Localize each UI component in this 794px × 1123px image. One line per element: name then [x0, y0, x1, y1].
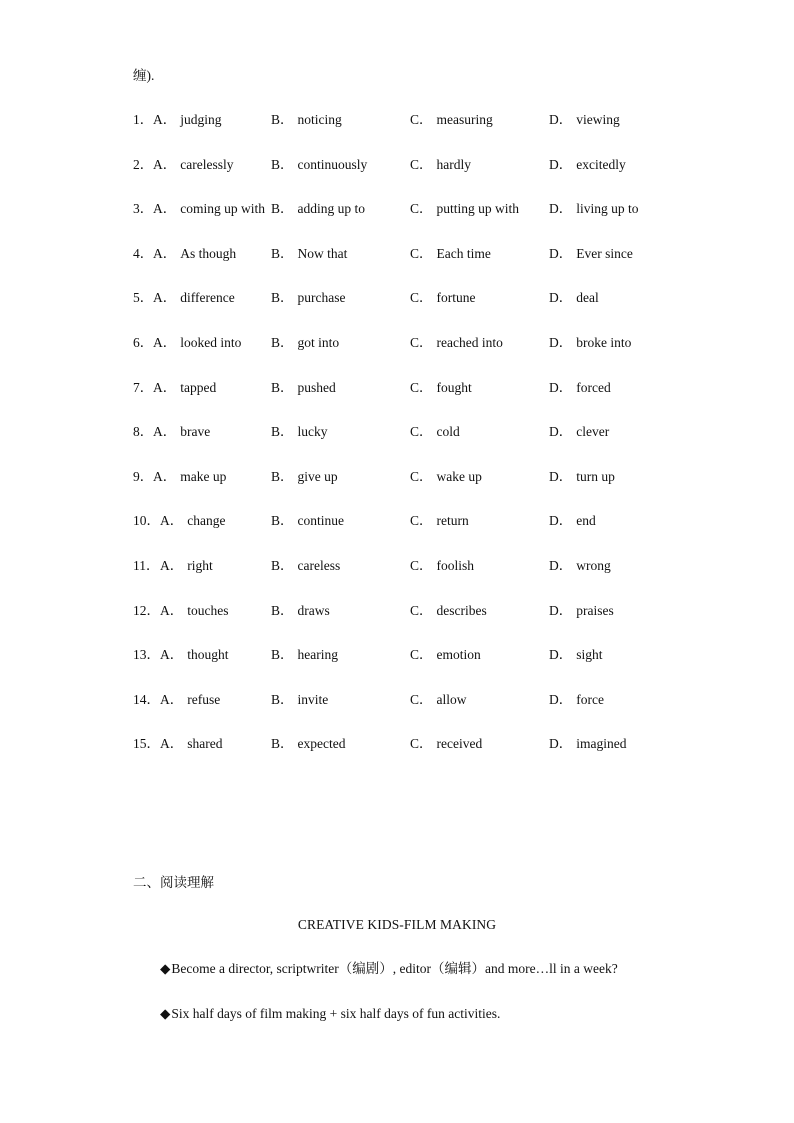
option-letter: A．: [160, 691, 184, 707]
option-d: [549, 601, 614, 621]
option-a: [160, 645, 229, 665]
option-text: broke into: [576, 334, 632, 350]
option-text: continuously: [297, 156, 368, 172]
option-text: foolish: [436, 557, 475, 573]
question-row: [133, 110, 693, 155]
option-text: wrong: [576, 557, 611, 573]
option-letter: B．: [271, 379, 294, 395]
question-row: [133, 645, 693, 690]
option-text: lucky: [297, 424, 328, 440]
diamond-bullet-icon: ◆: [160, 961, 171, 976]
option-letter: A．: [153, 245, 177, 261]
option-letter: B．: [271, 245, 294, 261]
option-c: [410, 110, 493, 130]
question-row: [133, 601, 693, 646]
option-c: [410, 333, 503, 353]
option-d: [549, 244, 633, 264]
option-c: [410, 511, 469, 531]
question-row: [133, 511, 693, 556]
option-text: difference: [180, 290, 235, 306]
option-text: right: [187, 557, 213, 573]
option-b: [271, 422, 328, 442]
option-d: [549, 645, 603, 665]
option-c: [410, 601, 487, 621]
option-letter: A．: [160, 513, 184, 529]
option-text: Now that: [297, 245, 348, 261]
option-b: [271, 601, 330, 621]
option-d: [549, 734, 627, 754]
option-letter: A．: [160, 602, 184, 618]
option-text: imagined: [576, 736, 627, 752]
option-text: praises: [576, 602, 614, 618]
question-row: [133, 378, 693, 423]
option-text: invite: [297, 691, 329, 707]
option-letter: C．: [410, 468, 433, 484]
option-text: describes: [436, 602, 487, 618]
option-letter: C．: [410, 691, 433, 707]
option-c: [410, 467, 482, 487]
option-b: [271, 288, 346, 308]
option-letter: A．: [153, 156, 177, 172]
option-a: [153, 288, 235, 308]
option-a: [153, 467, 226, 487]
option-text: viewing: [576, 112, 620, 127]
question-number: 10．: [133, 513, 160, 529]
option-d: [549, 378, 611, 398]
option-text: hearing: [297, 647, 338, 663]
option-text: putting up with: [436, 201, 520, 217]
question-row: [133, 155, 693, 200]
option-d: [549, 199, 639, 219]
option-a: [153, 378, 216, 398]
question-number: 3．: [133, 201, 154, 217]
option-letter: C．: [410, 334, 433, 350]
option-letter: B．: [271, 602, 294, 618]
option-text: reached into: [436, 334, 503, 350]
question-row: [133, 333, 693, 378]
option-letter: C．: [410, 736, 433, 752]
option-text: thought: [187, 647, 229, 663]
diamond-bullet-icon: ◆: [160, 1006, 171, 1021]
option-text: got into: [297, 334, 340, 350]
question-row: [133, 288, 693, 333]
option-text: give up: [297, 468, 338, 484]
option-letter: D．: [549, 424, 573, 440]
question-number: 7．: [133, 379, 154, 395]
option-text: As though: [180, 245, 237, 261]
option-letter: D．: [549, 557, 573, 573]
option-c: [410, 199, 519, 219]
option-b: [271, 511, 344, 531]
option-letter: C．: [410, 290, 433, 306]
option-text: change: [187, 513, 226, 529]
option-text: adding up to: [297, 201, 366, 217]
question-number: 14．: [133, 691, 160, 707]
option-text: turn up: [576, 468, 615, 484]
option-text: continue: [297, 513, 345, 529]
bullet-text: Become a director, scriptwriter（编剧）, editor（编辑）and more…ll in a week?: [171, 961, 618, 976]
option-letter: B．: [271, 557, 294, 573]
option-b: [271, 110, 342, 130]
option-d: [549, 333, 631, 353]
option-text: refuse: [187, 691, 221, 707]
option-letter: C．: [410, 112, 433, 127]
option-text: looked into: [180, 334, 242, 350]
option-letter: B．: [271, 424, 294, 440]
question-row: [133, 422, 693, 467]
option-letter: A．: [153, 424, 177, 440]
option-b: [271, 690, 328, 710]
option-letter: D．: [549, 245, 573, 261]
option-letter: B．: [271, 513, 294, 529]
option-text: deal: [576, 290, 599, 306]
option-c: [410, 690, 467, 710]
option-letter: B．: [271, 201, 294, 217]
option-letter: C．: [410, 245, 433, 261]
question-number: 12．: [133, 602, 160, 618]
option-d: [549, 155, 626, 175]
option-c: [410, 378, 472, 398]
option-text: measuring: [436, 112, 493, 127]
option-letter: C．: [410, 156, 433, 172]
option-letter: C．: [410, 602, 433, 618]
option-letter: A．: [160, 647, 184, 663]
option-letter: A．: [153, 201, 177, 217]
option-letter: A．: [153, 290, 177, 306]
option-b: [271, 155, 367, 175]
option-text: wake up: [436, 468, 482, 484]
option-d: [549, 690, 604, 710]
question-row: [133, 199, 693, 244]
option-d: [549, 511, 596, 531]
option-text: careless: [297, 557, 341, 573]
cloze-question-list: [133, 110, 693, 779]
option-letter: D．: [549, 468, 573, 484]
question-row: [133, 690, 693, 735]
option-d: [549, 288, 599, 308]
option-letter: A．: [153, 379, 177, 395]
option-text: Each time: [436, 245, 491, 261]
option-a: [153, 199, 265, 219]
option-c: [410, 155, 471, 175]
option-letter: D．: [549, 112, 573, 127]
option-letter: D．: [549, 290, 573, 306]
option-letter: D．: [549, 647, 573, 663]
bullet-text: Six half days of film making + six half days of fun activities.: [171, 1006, 501, 1021]
option-letter: B．: [271, 290, 294, 306]
option-text: shared: [187, 736, 223, 752]
question-number: 9．: [133, 468, 154, 484]
bullet-item: [160, 1004, 500, 1024]
question-row: [133, 734, 693, 779]
option-letter: D．: [549, 602, 573, 618]
option-letter: D．: [549, 513, 573, 529]
option-b: [271, 244, 347, 264]
option-text: excitedly: [576, 156, 626, 172]
option-text: cold: [436, 424, 460, 440]
question-number: 13．: [133, 647, 160, 663]
option-letter: B．: [271, 468, 294, 484]
option-c: [410, 556, 474, 576]
question-row: [133, 244, 693, 289]
option-a: [153, 110, 222, 130]
option-letter: D．: [549, 201, 573, 217]
option-letter: A．: [160, 557, 184, 573]
option-text: judging: [180, 112, 222, 127]
option-d: [549, 422, 609, 442]
option-letter: D．: [549, 334, 573, 350]
question-number: 11．: [133, 557, 160, 573]
option-a: [160, 734, 222, 754]
option-letter: A．: [153, 468, 177, 484]
question-number: 2．: [133, 156, 154, 172]
option-letter: D．: [549, 691, 573, 707]
option-a: [160, 690, 220, 710]
option-a: [153, 422, 210, 442]
bullet-item: [160, 959, 618, 979]
option-b: [271, 333, 339, 353]
option-text: received: [436, 736, 483, 752]
option-letter: A．: [153, 334, 177, 350]
previous-page-text-fragment: 缠).: [133, 68, 155, 83]
option-text: pushed: [297, 379, 336, 395]
option-a: [160, 556, 213, 576]
option-c: [410, 288, 476, 308]
section-heading: 二、阅读理解: [133, 875, 214, 890]
option-letter: A．: [160, 736, 184, 752]
option-text: force: [576, 691, 604, 707]
option-text: Ever since: [576, 245, 633, 261]
option-text: expected: [297, 736, 346, 752]
option-text: clever: [576, 424, 610, 440]
option-a: [153, 333, 241, 353]
option-letter: C．: [410, 557, 433, 573]
question-number: 4．: [133, 245, 154, 261]
option-b: [271, 199, 365, 219]
option-letter: B．: [271, 156, 294, 172]
option-letter: D．: [549, 379, 573, 395]
option-b: [271, 734, 345, 754]
option-text: tapped: [180, 379, 217, 395]
option-text: brave: [180, 424, 211, 440]
option-text: end: [576, 513, 596, 529]
option-a: [153, 244, 236, 264]
option-letter: C．: [410, 201, 433, 217]
option-b: [271, 467, 338, 487]
option-letter: B．: [271, 334, 294, 350]
question-number: 6．: [133, 334, 154, 350]
option-c: [410, 244, 491, 264]
option-text: return: [436, 513, 469, 529]
option-letter: C．: [410, 424, 433, 440]
option-text: hardly: [436, 156, 472, 172]
option-letter: D．: [549, 736, 573, 752]
option-d: [549, 110, 620, 130]
option-b: [271, 378, 336, 398]
question-row: [133, 467, 693, 512]
question-number: 8．: [133, 424, 154, 440]
option-text: sight: [576, 647, 603, 663]
option-letter: C．: [410, 647, 433, 663]
option-d: [549, 467, 615, 487]
question-number: 1．: [133, 112, 154, 127]
option-letter: C．: [410, 379, 433, 395]
option-c: [410, 734, 482, 754]
option-text: coming up with: [180, 201, 265, 217]
option-c: [410, 645, 481, 665]
option-text: make up: [180, 468, 227, 484]
option-text: noticing: [297, 112, 342, 127]
option-letter: B．: [271, 691, 294, 707]
option-b: [271, 556, 340, 576]
option-letter: B．: [271, 647, 294, 663]
option-b: [271, 645, 338, 665]
option-text: fortune: [436, 290, 476, 306]
option-letter: B．: [271, 736, 294, 752]
question-row: [133, 556, 693, 601]
question-number: 15．: [133, 736, 160, 752]
option-text: allow: [436, 691, 467, 707]
option-d: [549, 556, 611, 576]
option-text: purchase: [297, 290, 346, 306]
option-text: touches: [187, 602, 229, 618]
question-number: 5．: [133, 290, 154, 306]
option-letter: C．: [410, 513, 433, 529]
option-a: [160, 601, 229, 621]
passage-title: CREATIVE KIDS-FILM MAKING: [297, 917, 497, 932]
option-text: carelessly: [180, 156, 234, 172]
option-text: living up to: [576, 201, 639, 217]
option-letter: B．: [271, 112, 294, 127]
option-a: [160, 511, 225, 531]
option-text: fought: [436, 379, 472, 395]
option-text: draws: [297, 602, 330, 618]
option-text: emotion: [436, 647, 481, 663]
option-letter: D．: [549, 156, 573, 172]
option-text: forced: [576, 379, 611, 395]
option-letter: A．: [153, 112, 177, 127]
option-c: [410, 422, 460, 442]
option-a: [153, 155, 233, 175]
